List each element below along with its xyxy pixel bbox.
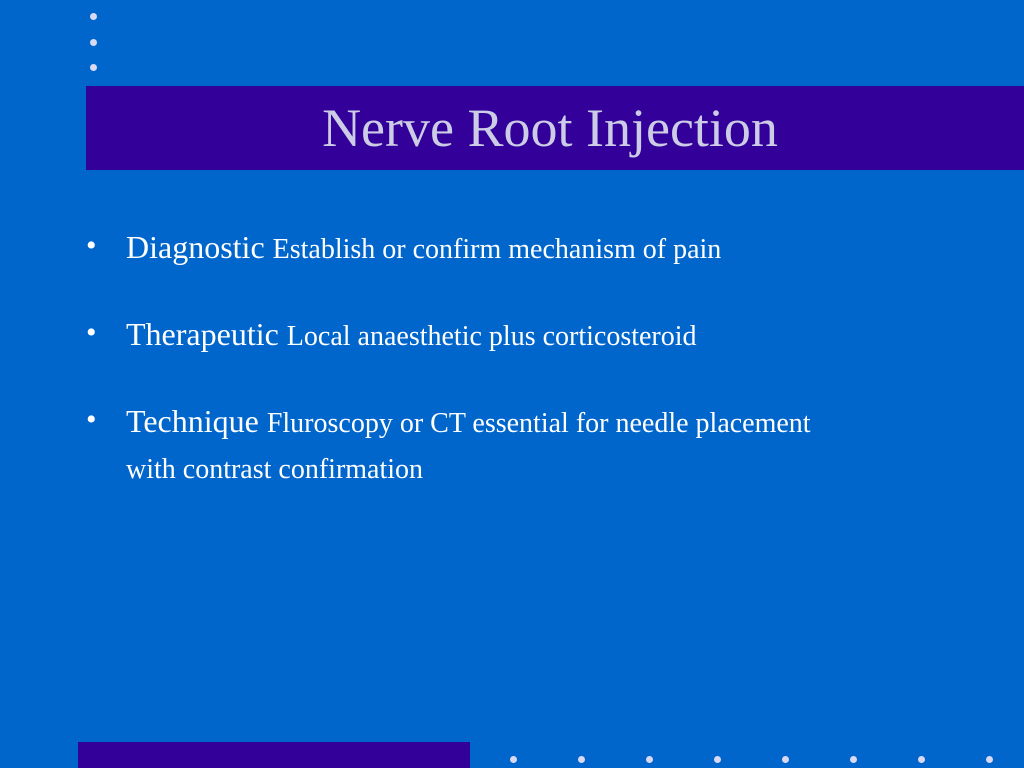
bullet-marker: • <box>86 316 97 349</box>
bullet-text <box>126 400 866 495</box>
bullet-detail: Fluroscopy or CT essential for needle placement with contrast confirmation <box>126 408 811 485</box>
decor-dot <box>578 756 585 763</box>
slide-title: Nerve Root Injection <box>322 98 778 158</box>
decor-dot <box>90 39 97 46</box>
bullet-detail: Local anaesthetic plus corticosteroid <box>286 321 697 352</box>
decor-dot <box>510 756 517 763</box>
bullet-item <box>86 313 866 362</box>
decor-dot <box>90 13 97 20</box>
bullet-heading: Therapeutic <box>126 316 287 352</box>
title-band <box>86 86 1024 170</box>
decor-dot <box>90 64 97 71</box>
bullet-marker: • <box>86 229 97 262</box>
bottom-bar <box>78 742 470 768</box>
bullet-heading: Technique <box>126 403 267 439</box>
decor-dot <box>646 756 653 763</box>
decor-dot <box>714 756 721 763</box>
bullet-heading: Diagnostic <box>126 229 273 265</box>
bullet-item <box>86 226 866 275</box>
bullet-text <box>126 226 866 275</box>
bullet-detail: Establish or confirm mechanism of pain <box>272 234 722 265</box>
bullet-text <box>126 313 866 362</box>
decor-dot <box>986 756 993 763</box>
decor-dot <box>918 756 925 763</box>
decor-dot <box>850 756 857 763</box>
decor-dot <box>782 756 789 763</box>
bullet-item <box>86 400 866 495</box>
bullet-marker: • <box>86 403 97 436</box>
bullet-list <box>86 226 866 533</box>
